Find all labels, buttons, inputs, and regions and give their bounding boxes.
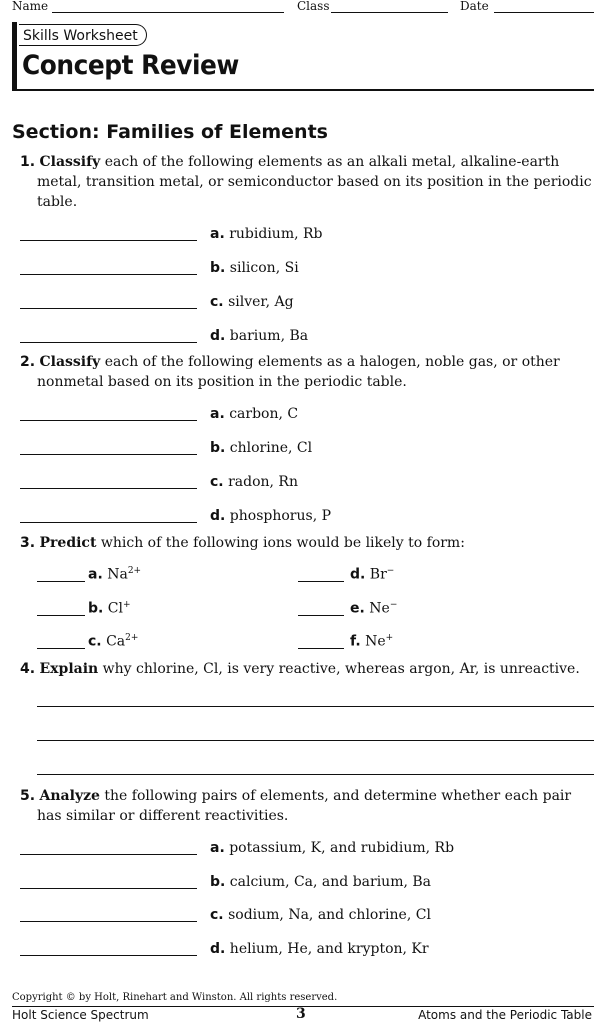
answer-line-4-1[interactable]: [37, 706, 594, 707]
item-letter: a.: [210, 840, 225, 856]
answer-blank-3c[interactable]: [37, 648, 85, 649]
list-item: [210, 294, 294, 310]
answer-blank-3e[interactable]: [298, 615, 344, 616]
question-text: why chlorine, Cl, is very reactive, whereas argon, Ar, is unreactive.: [98, 661, 580, 677]
item-letter: c.: [210, 474, 224, 490]
list-item: [210, 874, 431, 890]
answer-blank-2b[interactable]: [20, 454, 197, 455]
item-letter: b.: [210, 440, 226, 456]
list-item: [210, 508, 331, 524]
ion-charge: 2+: [127, 566, 142, 576]
question-5: [20, 786, 592, 826]
answer-blank-5c[interactable]: [20, 921, 197, 922]
worksheet-tag: Skills Worksheet: [19, 24, 147, 46]
question-4: [20, 659, 592, 679]
copyright-notice: Copyright © by Holt, Rinehart and Winston. All rights reserved.: [12, 992, 338, 1003]
list-item: [210, 941, 429, 957]
item-text: rubidium, Rb: [229, 226, 323, 242]
item-text: carbon, C: [229, 406, 299, 422]
item-letter: b.: [88, 600, 104, 617]
ion-symbol: Ca: [106, 633, 126, 650]
item-letter: e.: [350, 600, 365, 617]
item-text: silicon, Si: [229, 260, 299, 276]
item-letter: a.: [210, 226, 225, 242]
ion-charge: 2+: [125, 633, 139, 643]
footer-chapter: Atoms and the Periodic Table: [418, 1008, 592, 1022]
list-item: [210, 328, 308, 344]
list-item: [88, 633, 138, 650]
date-label: Date: [460, 0, 489, 13]
answer-blank-3b[interactable]: [37, 615, 85, 616]
question-1: [20, 152, 592, 212]
section-title: Section: Families of Elements: [12, 121, 328, 143]
answer-blank-1a[interactable]: [20, 240, 197, 241]
answer-blank-2a[interactable]: [20, 420, 197, 421]
ion-symbol: Cl: [107, 600, 123, 617]
answer-line-4-3[interactable]: [37, 774, 594, 775]
question-keyword: Explain: [39, 661, 99, 677]
answer-blank-5d[interactable]: [20, 955, 197, 956]
item-letter: d.: [210, 941, 226, 957]
class-field[interactable]: [331, 12, 448, 13]
page-title: Concept Review: [22, 50, 239, 81]
item-text: chlorine, Cl: [229, 440, 313, 456]
question-number: 3.: [20, 535, 36, 551]
question-number: 5.: [20, 788, 36, 804]
item-text: sodium, Na, and chlorine, Cl: [228, 907, 431, 923]
answer-blank-3d[interactable]: [298, 581, 344, 582]
question-text: has similar or different reactivities.: [37, 808, 289, 824]
list-item: [210, 440, 312, 456]
item-text: calcium, Ca, and barium, Ba: [229, 874, 432, 890]
item-letter: b.: [210, 260, 226, 276]
answer-blank-5a[interactable]: [20, 854, 197, 855]
question-2: [20, 352, 592, 392]
answer-blank-1d[interactable]: [20, 342, 197, 343]
question-text: the following pairs of elements, and determine whether each pair: [99, 788, 572, 804]
item-text: helium, He, and krypton, Kr: [229, 941, 429, 957]
list-item: [210, 226, 323, 242]
list-item: [210, 260, 299, 276]
banner-horizontal-rule: [12, 89, 594, 91]
question-text: nonmetal based on its position in the periodic table.: [37, 374, 407, 390]
class-label: Class: [297, 0, 330, 13]
footer-publication: Holt Science Spectrum: [12, 1008, 149, 1022]
list-item: [210, 474, 298, 490]
ion-symbol: Na: [107, 566, 128, 583]
ion-charge: +: [123, 600, 131, 610]
question-text: table.: [37, 194, 78, 210]
ion-symbol: Br: [369, 566, 387, 583]
answer-blank-1c[interactable]: [20, 308, 197, 309]
item-letter: a.: [210, 406, 225, 422]
ion-symbol: Ne: [369, 600, 390, 617]
item-letter: c.: [210, 294, 224, 310]
list-item: [210, 907, 431, 923]
answer-blank-2d[interactable]: [20, 522, 197, 523]
question-text: metal, transition metal, or semiconductor based on its position in the periodic: [37, 174, 592, 190]
question-keyword: Predict: [39, 535, 97, 551]
answer-blank-1b[interactable]: [20, 274, 197, 275]
item-letter: d.: [210, 508, 226, 524]
item-text: radon, Rn: [228, 474, 298, 490]
item-text: potassium, K, and rubidium, Rb: [229, 840, 455, 856]
question-keyword: Classify: [39, 354, 101, 370]
item-text: silver, Ag: [228, 294, 294, 310]
question-keyword: Classify: [39, 154, 101, 170]
date-field[interactable]: [494, 12, 594, 13]
answer-blank-3a[interactable]: [37, 581, 85, 582]
item-letter: c.: [88, 633, 102, 650]
question-text: which of the following ions would be likely to form:: [96, 535, 465, 551]
item-text: barium, Ba: [229, 328, 309, 344]
ion-charge: −: [389, 600, 398, 610]
list-item: [350, 633, 393, 650]
question-keyword: Analyze: [39, 788, 100, 804]
question-text: each of the following elements as an alkali metal, alkaline-earth: [100, 154, 560, 170]
answer-blank-2c[interactable]: [20, 488, 197, 489]
name-label: Name: [12, 0, 49, 13]
question-number: 4.: [20, 661, 36, 677]
list-item: [88, 600, 131, 617]
list-item: [350, 566, 394, 583]
item-letter: c.: [210, 907, 224, 923]
question-text: each of the following elements as a halogen, noble gas, or other: [100, 354, 560, 370]
list-item: [210, 840, 454, 856]
item-letter: f.: [350, 633, 361, 650]
question-number: 2.: [20, 354, 36, 370]
question-3: [20, 533, 592, 553]
answer-blank-3f[interactable]: [298, 648, 344, 649]
page-number: 3: [296, 1006, 306, 1022]
ion-symbol: Ne: [365, 633, 386, 650]
list-item: [210, 406, 298, 422]
question-number: 1.: [20, 154, 36, 170]
ion-charge: −: [386, 566, 395, 576]
item-text: phosphorus, P: [229, 508, 332, 524]
item-letter: d.: [210, 328, 226, 344]
answer-line-4-2[interactable]: [37, 740, 594, 741]
item-letter: b.: [210, 874, 226, 890]
list-item: [350, 600, 397, 617]
item-letter: a.: [88, 566, 103, 583]
item-letter: d.: [350, 566, 366, 583]
answer-blank-5b[interactable]: [20, 888, 197, 889]
name-field[interactable]: [52, 12, 284, 13]
list-item: [88, 566, 141, 583]
ion-charge: +: [385, 633, 394, 643]
banner-vertical-rule: [12, 22, 17, 90]
